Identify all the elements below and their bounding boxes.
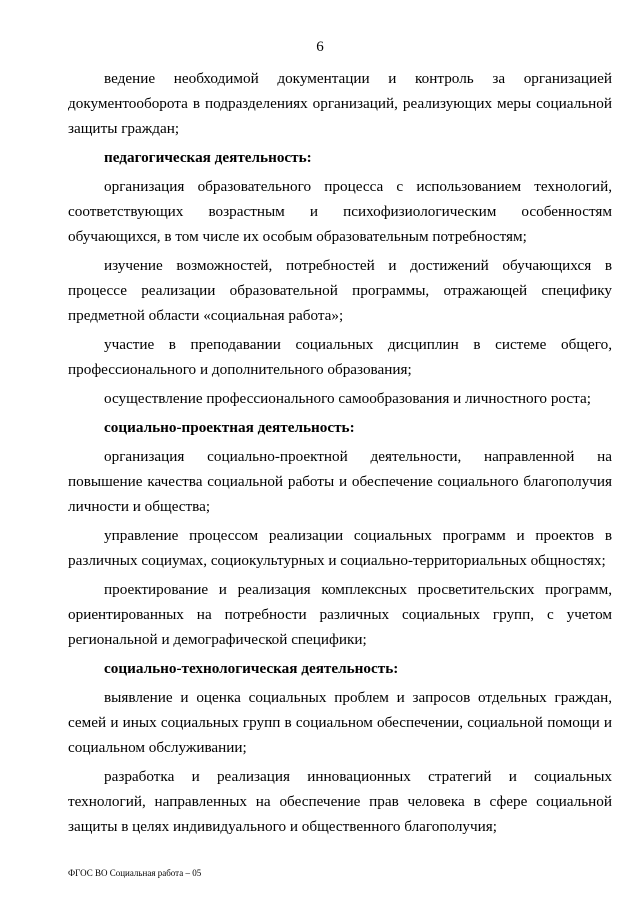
section-heading-social-technological: социально-технологическая деятельность: xyxy=(104,660,399,677)
paragraph: участие в преподавании социальных дисциплин в системе общего, профессионального и дополнительного образования; xyxy=(68,336,612,378)
paragraph: проектирование и реализация комплексных просветительских программ, ориентированных на потребности различных социальных групп, с учетом региональной и демографической специфики; xyxy=(68,581,612,648)
paragraph: выявление и оценка социальных проблем и запросов отдельных граждан, семей и иных социальных групп в социальном обеспечении, социальной помощи и социальном обслуживании; xyxy=(68,689,612,756)
paragraph: ведение необходимой документации и контроль за организацией документооборота в подразделениях организаций, реализующих меры социальной защиты граждан; xyxy=(68,70,612,137)
section-heading-pedagogical: педагогическая деятельность: xyxy=(104,149,312,166)
section-heading-social-project: социально-проектная деятельность: xyxy=(104,419,355,436)
paragraph: разработка и реализация инновационных стратегий и социальных технологий, направленных на обеспечение прав человека в сфере социальной защиты в целях индивидуального и общественного благополучия; xyxy=(68,768,612,835)
paragraph: организация образовательного процесса с использованием технологий, соответствующих возрастным и психофизиологическим особенностям обучающихся, в том числе их особым образовательным потребностям; xyxy=(68,178,612,245)
page-number: 6 xyxy=(316,39,324,55)
paragraph: осуществление профессионального самообразования и личностного роста; xyxy=(104,390,591,407)
page-footer: ФГОС ВО Социальная работа – 05 xyxy=(68,868,202,878)
document-body xyxy=(68,66,612,843)
paragraph: изучение возможностей, потребностей и достижений обучающихся в процессе реализации образовательной программы, отражающей специфику предметной области «социальная работа»; xyxy=(68,257,612,324)
paragraph: организация социально-проектной деятельности, направленной на повышение качества социальной работы и обеспечение социального благополучия личности и общества; xyxy=(68,448,612,515)
paragraph: управление процессом реализации социальных программ и проектов в различных социумах, социокультурных и социально-территориальных общностях; xyxy=(68,527,612,569)
